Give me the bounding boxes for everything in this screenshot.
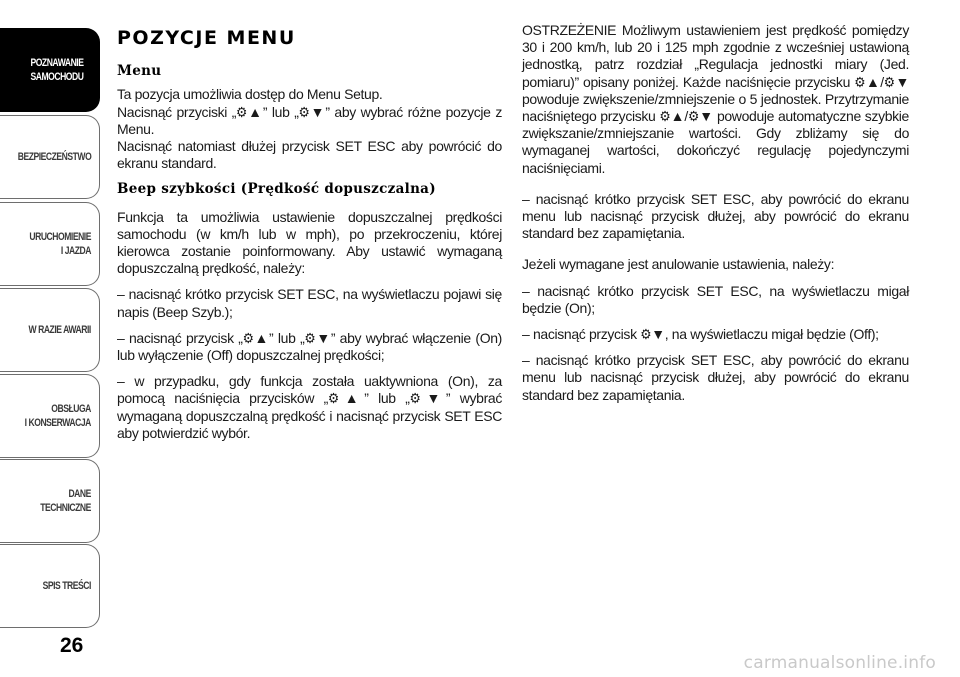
tab-label: SPIS TREŚCI [42,580,91,592]
tab-label: W RAZIE AWARII [28,324,91,336]
tab-obsluga-i-konserwacja[interactable] [0,374,100,458]
paragraph: – nacisnąć krótko przycisk SET ESC, na wyświetlaczu migał będzie (On); [522,282,909,316]
paragraph: Funkcja ta umożliwia ustawienie dopuszczalnej prędkości samochodu (w km/h lub w mph), po przekroczeniu, której kierowca zostanie poinformowany. Aby ustawić wymaganą dopuszczalną prędkość, należy: [117,208,502,277]
page-title: POZYCJE MENU [117,27,296,49]
tab-label: DANE TECHNICZNE [40,488,91,514]
tab-dane-techniczne[interactable] [0,459,100,543]
tab-uruchomienie-i-jazda[interactable] [0,202,100,286]
paragraph: – nacisnąć krótko przycisk SET ESC, aby powrócić do ekranu menu lub nacisnąć przycisk dłużej, aby powrócić do ekranu standard bez zapamiętania. [522,190,909,242]
tab-w-razie-awarii[interactable] [0,288,100,372]
paragraph: Ta pozycja umożliwia dostęp do Menu Setup. [117,86,383,103]
page-number: 26 [60,634,84,657]
tab-spis-tresci[interactable] [0,544,100,628]
tab-bezpieczenstwo[interactable] [0,115,100,199]
tab-label: URUCHOMIENIE I JAZDA [29,231,91,257]
tab-poznawanie-samochodu[interactable] [0,28,100,112]
warning-paragraph: OSTRZEŻENIE Możliwym ustawieniem jest prędkość pomiędzy 30 i 200 km/h, lub 20 i 125 mph zgodnie z wcześniej ustawioną jednostką, patrz rozdział „Regulacja jednostki miary (Jed. pomiaru)” opisany poniżej. Każde naciśnięcie przycisku ⚙▲/⚙▼ powoduje zwiększenie/zmniejszenie o 5 jednostek. Przytrzymanie naciśniętego przycisku ⚙▲/⚙▼ powoduje automatyczne szybkie zwiększanie/zmniejszanie wartości. Gdy zbliżamy się do wymaganej wartości, dokończyć regulację pojedynczymi naciśnięciami. [522,22,909,176]
watermark: carmanualsonline.info [743,653,936,673]
section-heading-menu: Menu [117,63,162,80]
paragraph: – nacisnąć krótko przycisk SET ESC, na wyświetlaczu pojawi się napis (Beep Szyb.); [117,286,502,320]
paragraph: Nacisnąć natomiast dłużej przycisk SET ESC aby powrócić do ekranu standard. [117,138,502,172]
tab-label: BEZPIECZEŃSTWO [17,151,91,163]
paragraph: – nacisnąć przycisk „⚙▲” lub „⚙▼” aby wybrać włączenie (On) lub wyłączenie (Off) dopuszczalnej prędkości; [117,329,502,364]
tab-label: POZNAWANIE SAMOCHODU [30,57,84,83]
tab-label: OBSŁUGA I KONSERWACJA [24,403,92,429]
paragraph: Nacisnąć przyciski „⚙▲” lub „⚙▼” aby wybrać różne pozycje z Menu. [117,103,502,137]
section-heading-beep: Beep szybkości (Prędkość dopuszczalna) [117,181,436,198]
paragraph: – nacisnąć przycisk ⚙▼, na wyświetlaczu migał będzie (Off); [522,326,879,343]
paragraph: – nacisnąć krótko przycisk SET ESC, aby powrócić do ekranu menu lub nacisnąć przycisk dłużej, aby powrócić do ekranu standard bez zapamiętania. [522,352,909,403]
left-column [117,24,502,451]
paragraph: Jeżeli wymagane jest anulowanie ustawienia, należy: [522,256,835,273]
paragraph: – w przypadku, gdy funkcja została uaktywniona (On), za pomocą naciśnięcia przycisków „⚙▲” lub „⚙▼” wybrać wymaganą dopuszczalną prędkość i nacisnąć przycisk SET ESC aby potwierdzić wybór. [117,373,502,441]
right-column [522,22,909,413]
